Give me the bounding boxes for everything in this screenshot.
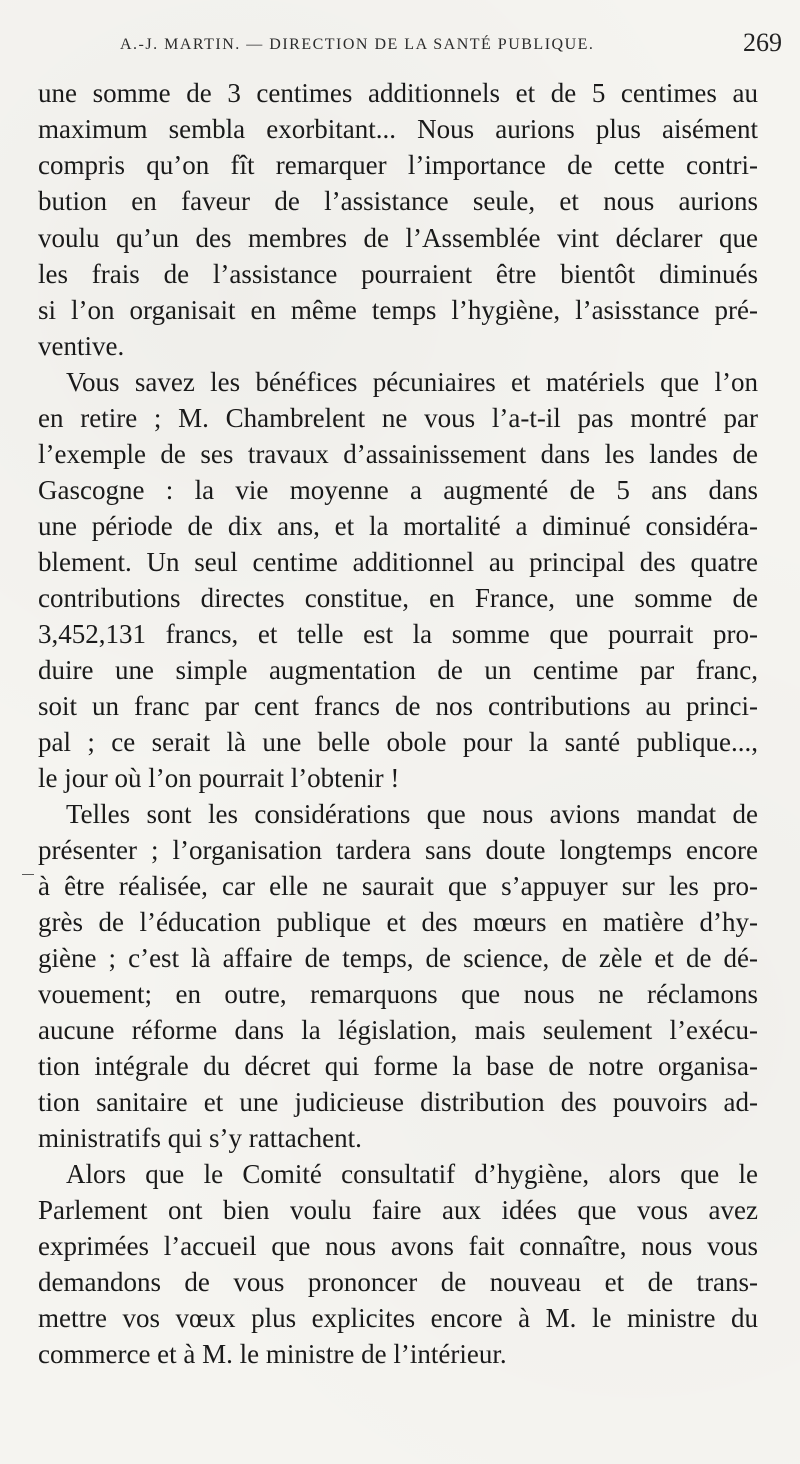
text-line: duire une simple augmentation de un centime par franc, bbox=[38, 655, 758, 685]
text-line: aucune réforme dans la législation, mais seulement l’exécu- bbox=[38, 1015, 758, 1045]
running-head: A.-J. MARTIN. — DIRECTION DE LA SANTÉ PUBLIQUE. bbox=[120, 36, 595, 53]
page-number: 269 bbox=[743, 28, 782, 57]
text-line: une somme de 3 centimes additionnels et de 5 centimes au bbox=[38, 78, 758, 108]
text-line: à être réalisée, car elle ne saurait que s’appuyer sur les pro- bbox=[38, 871, 758, 901]
text-line: bution en faveur de l’assistance seule, et nous aurions bbox=[38, 186, 758, 216]
text-line: Alors que le Comité consultatif d’hygiène, alors que le bbox=[66, 1159, 758, 1189]
text-line: ministratifs qui s’y rattachent. bbox=[38, 1123, 362, 1153]
text-line: demandons de vous prononcer de nouveau et de trans- bbox=[38, 1267, 758, 1297]
text-line: grès de l’éducation publique et des mœurs en matière d’hy- bbox=[38, 907, 758, 937]
text-line: soit un franc par cent francs de nos contributions au princi- bbox=[38, 691, 758, 721]
text-line: Parlement ont bien voulu faire aux idées que vous avez bbox=[38, 1195, 758, 1225]
text-line: tion intégrale du décret qui forme la base de notre organisa- bbox=[38, 1051, 758, 1081]
text-line: l’exemple de ses travaux d’assainissement dans les landes de bbox=[38, 439, 758, 469]
text-line: en retire ; M. Chambrelent ne vous l’a-t-il pas montré par bbox=[38, 403, 758, 433]
text-line: tion sanitaire et une judicieuse distribution des pouvoirs ad- bbox=[38, 1087, 758, 1117]
text-line: commerce et à M. le ministre de l’intérieur. bbox=[38, 1339, 507, 1369]
margin-mark bbox=[22, 874, 34, 875]
text-line: pal ; ce serait là une belle obole pour la santé publique..., bbox=[38, 727, 758, 757]
text-line: une période de dix ans, et la mortalité a diminué considéra- bbox=[38, 511, 758, 541]
text-line: Gascogne : la vie moyenne a augmenté de 5 ans dans bbox=[38, 475, 758, 505]
text-line: voulu qu’un des membres de l’Assemblée vint déclarer que bbox=[38, 223, 758, 253]
text-line: exprimées l’accueil que nous avons fait connaître, nous vous bbox=[38, 1231, 758, 1261]
text-line: les frais de l’assistance pourraient être bientôt diminués bbox=[38, 259, 758, 289]
text-line: Telles sont les considérations que nous avions mandat de bbox=[66, 799, 758, 829]
text-line: vouement; en outre, remarquons que nous ne réclamons bbox=[38, 979, 758, 1009]
text-line: le jour où l’on pourrait l’obtenir ! bbox=[38, 763, 400, 793]
text-line: giène ; c’est là affaire de temps, de science, de zèle et de dé- bbox=[38, 943, 758, 973]
text-line: blement. Un seul centime additionnel au principal des quatre bbox=[38, 547, 758, 577]
text-line: compris qu’on fît remarquer l’importance de cette contri- bbox=[38, 150, 758, 180]
text-line: Vous savez les bénéfices pécuniaires et matériels que l’on bbox=[66, 367, 758, 397]
text-line: ventive. bbox=[38, 331, 125, 361]
text-line: présenter ; l’organisation tardera sans doute longtemps encore bbox=[38, 835, 758, 865]
text-line: maximum sembla exorbitant... Nous aurions plus aisément bbox=[38, 114, 758, 144]
text-line: 3,452,131 francs, et telle est la somme que pourrait pro- bbox=[38, 619, 758, 649]
text-line: mettre vos vœux plus explicites encore à M. le ministre du bbox=[38, 1303, 758, 1333]
text-line: si l’on organisait en même temps l’hygiène, l’asisstance pré- bbox=[38, 295, 758, 325]
text-line: contributions directes constitue, en France, une somme de bbox=[38, 583, 758, 613]
